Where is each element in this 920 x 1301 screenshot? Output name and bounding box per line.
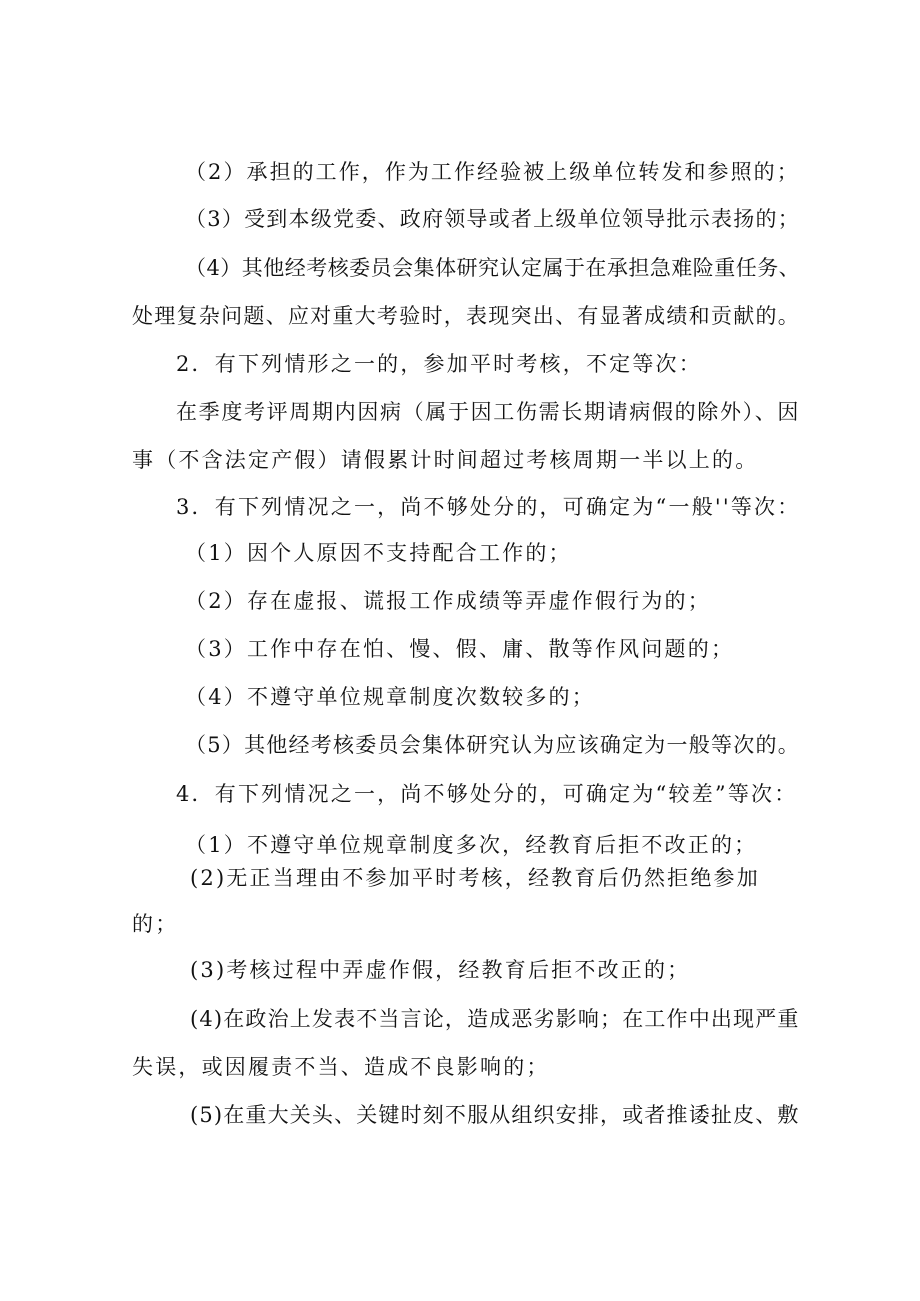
text-line-9: （1）因个人原因不支持配合工作的；: [185, 541, 572, 565]
text-line-8: 3．有下列情况之一，尚不够处分的，可确定为“一般''等次：: [176, 495, 801, 519]
text-line-20: 失误，或因履责不当、造成不良影响的；: [132, 1055, 550, 1079]
text-line-12: （4）不遵守单位规章制度次数较多的；: [185, 685, 595, 709]
text-line-17: 的；: [132, 912, 179, 936]
text-line-3: （4）其他经考核委员会集体研究认定属于在承担急难险重任务、: [185, 256, 801, 280]
text-line-6: 在季度考评周期内因病（属于因工伤需长期请病假的除外）、因: [176, 400, 801, 424]
text-line-21: (5)在重大关头、关键时刻不服从组织安排，或者推诿扯皮、敷: [190, 1103, 800, 1127]
text-line-15: （1）不遵守单位规章制度多次，经教育后拒不改正的；: [185, 833, 758, 857]
text-line-10: （2）存在虚报、谎报工作成绩等弄虚作假行为的；: [185, 589, 711, 613]
text-line-4: 处理复杂问题、应对重大考验时，表现突出、有显著成绩和贡献的。: [132, 304, 800, 328]
text-line-1: （2）承担的工作，作为工作经验被上级单位转发和参照的；: [185, 160, 800, 184]
text-line-7: 事（不含法定产假）请假累计时间超过考核周期一半以上的。: [132, 448, 759, 472]
text-line-5: 2．有下列情形之一的，参加平时考核，不定等次：: [176, 352, 702, 376]
text-line-11: （3）工作中存在怕、慢、假、庸、散等作风问题的；: [185, 637, 735, 661]
text-line-18: (3)考核过程中弄虚作假，经教育后拒不改正的；: [190, 958, 691, 982]
text-line-2: （3）受到本级党委、政府领导或者上级单位领导批示表扬的；: [185, 207, 800, 231]
text-line-19: (4)在政治上发表不当言论，造成恶劣影响；在工作中出现严重: [190, 1007, 800, 1031]
text-line-13: （5）其他经考核委员会集体研究认为应该确定为一般等次的。: [185, 733, 800, 757]
text-line-16: (2)无正当理由不参加平时考核，经教育后仍然拒绝参加: [190, 866, 760, 890]
text-line-14: 4．有下列情况之一，尚不够处分的，可确定为“较差”等次：: [176, 782, 798, 806]
